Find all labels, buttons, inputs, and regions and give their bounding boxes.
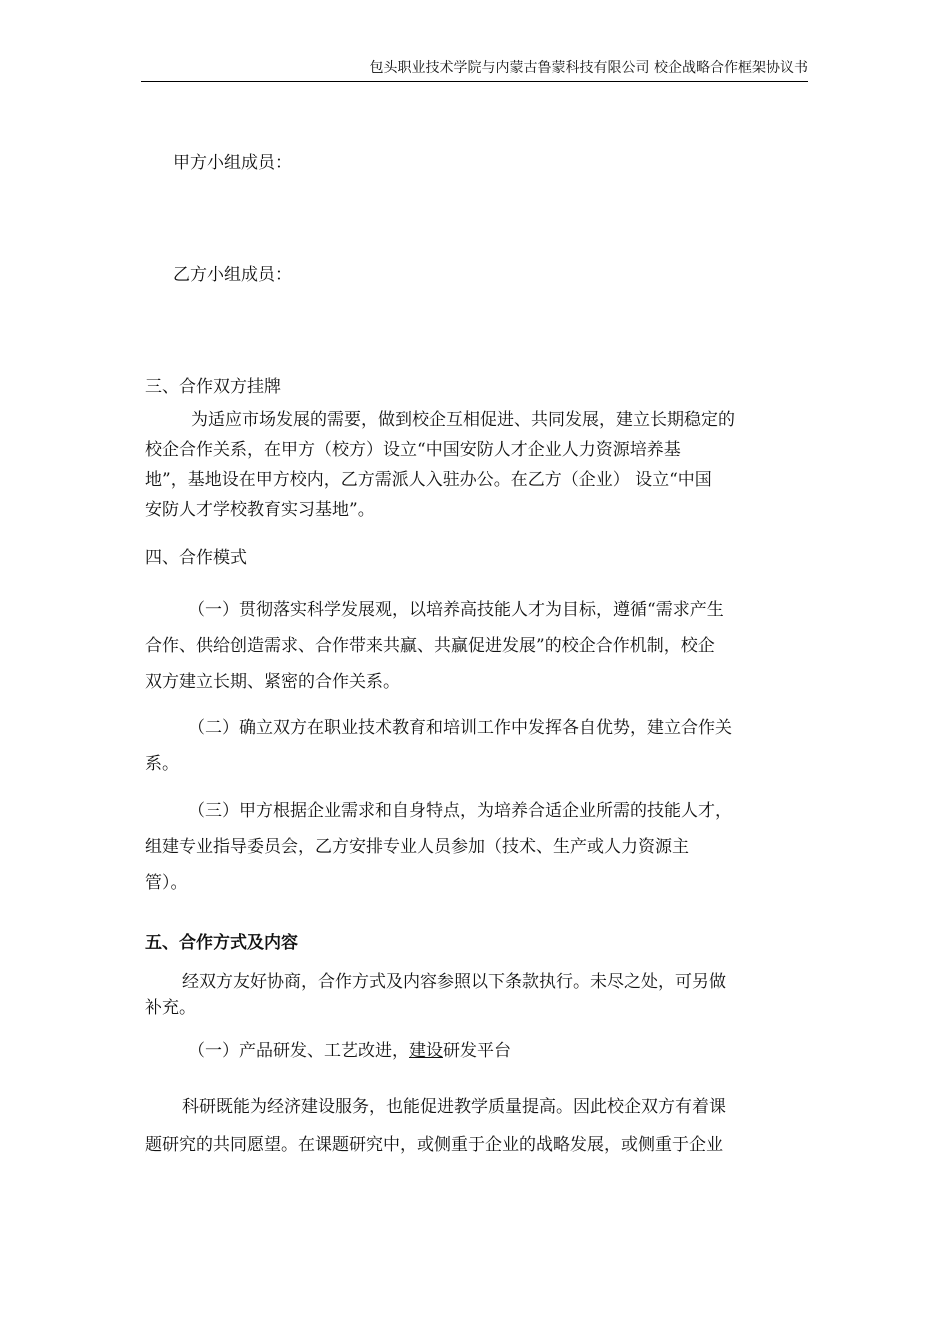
running-header: 包头职业技术学院与内蒙古鲁蒙科技有限公司 校企战略合作框架协议书 [369, 60, 808, 76]
text-line: 合作、供给创造需求、合作带来共赢、共赢促进发展”的校企合作机制，校企 [145, 636, 715, 656]
section-5-heading: 五、合作方式及内容 [145, 933, 298, 953]
section-5-subheading-1 [188, 1036, 848, 1066]
text-line: 管）。 [145, 873, 188, 893]
text-line: （二）确立双方在职业技术教育和培训工作中发挥各自优势，建立合作关 [188, 718, 732, 738]
text-line: 地”，基地设在甲方校内，乙方需派人入驻办公。在乙方（企业） 设立“中国 [145, 470, 712, 490]
text-line: 校企合作关系，在甲方（校方）设立“中国安防人才企业人力资源培养基 [145, 440, 681, 460]
section-5-paragraph [145, 1088, 805, 1164]
text-line: 为适应市场发展的需要，做到校企互相促进、共同发展，建立长期稳定的 [191, 410, 735, 430]
section-4-item-1 [145, 592, 805, 700]
section-5-intro [145, 969, 805, 1021]
text-line: （一）贯彻落实科学发展观，以培养高技能人才为目标，遵循“需求产生 [188, 600, 724, 620]
subheading-text: 研发平台 [443, 1041, 511, 1061]
party-b-members-label: 乙方小组成员： [173, 265, 292, 285]
text-line: 补充。 [145, 998, 196, 1018]
section-3-paragraph [145, 405, 805, 525]
text-line: 经双方友好协商，合作方式及内容参照以下条款执行。未尽之处，可另做 [182, 972, 726, 992]
subheading-text: （一）产品研发、工艺改进， [188, 1041, 409, 1061]
section-3-heading: 三、合作双方挂牌 [145, 377, 281, 397]
section-4-heading: 四、合作模式 [145, 548, 247, 568]
section-4-item-2 [145, 710, 805, 782]
header-rule [141, 81, 808, 82]
text-line: （三）甲方根据企业需求和自身特点，为培养合适企业所需的技能人才， [188, 801, 732, 821]
text-line: 系。 [145, 754, 179, 774]
section-4-item-3 [145, 793, 805, 901]
party-a-members-label: 甲方小组成员： [173, 153, 292, 173]
text-line: 科研既能为经济建设服务，也能促进教学质量提高。因此校企双方有着课 [182, 1097, 726, 1117]
text-line: 双方建立长期、紧密的合作关系。 [145, 672, 400, 692]
text-line: 组建专业指导委员会，乙方安排专业人员参加（技术、生产或人力资源主 [145, 837, 689, 857]
text-line: 安防人才学校教育实习基地”。 [145, 500, 375, 520]
text-line: 题研究的共同愿望。在课题研究中，或侧重于企业的战略发展，或侧重于企业 [145, 1135, 723, 1155]
underlined-word: 建设 [409, 1041, 443, 1061]
